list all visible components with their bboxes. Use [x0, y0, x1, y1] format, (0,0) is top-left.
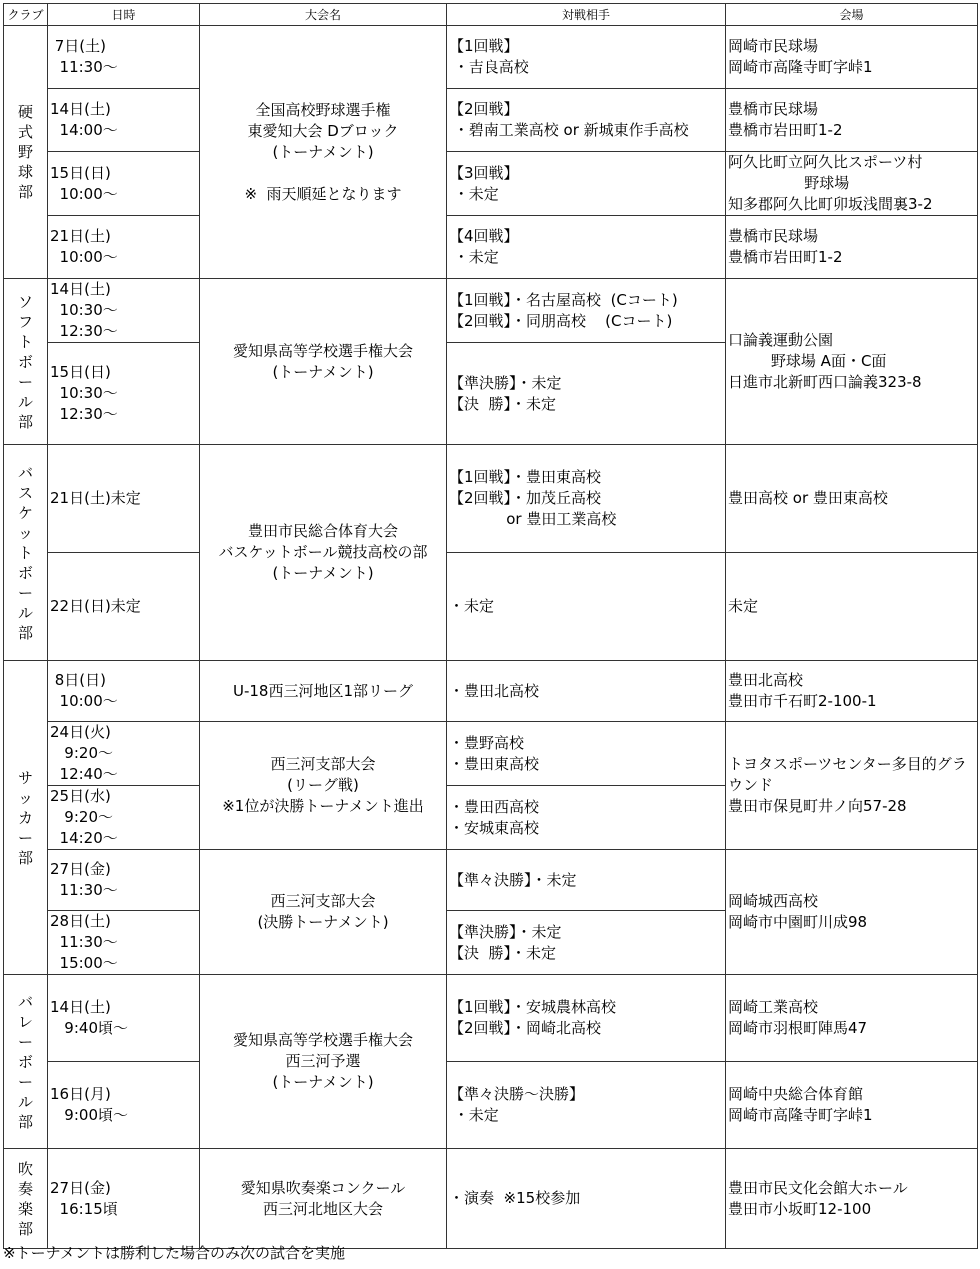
tournament-cell: 西三河支部大会 (リーグ戦) ※1位が決勝トーナメント進出	[200, 722, 447, 850]
table-row	[4, 279, 978, 343]
opponent-cell: 【3回戦】 ・未定	[447, 152, 726, 216]
opponent-cell: ・豊野高校 ・豊田東高校	[447, 722, 726, 786]
datetime-cell: 25日(水) 9:20〜 14:20〜	[48, 786, 200, 850]
club-softball: ソ フ ト ボ ー ル 部	[17, 292, 33, 431]
club-name	[4, 1149, 48, 1249]
datetime-cell: 22日(日)未定	[48, 553, 200, 661]
opponent-cell: 【準々決勝〜決勝】 ・未定	[447, 1062, 726, 1149]
table-row	[4, 661, 978, 722]
table-row	[4, 1062, 978, 1149]
club-name	[4, 975, 48, 1149]
opponent-cell: 【1回戦】・名古屋高校 (Cコート) 【2回戦】・同朋高校 (Cコート)	[447, 279, 726, 343]
opponent-cell: 【準決勝】・未定 【決 勝】・未定	[447, 343, 726, 445]
venue-cell: 岡崎市民球場 岡崎市高隆寺町字峠1	[726, 26, 978, 89]
header-tournament: 大会名	[200, 4, 447, 26]
club-soccer: サ ッ カ ー 部	[17, 768, 33, 867]
venue-cell: 岡崎中央総合体育館 岡崎市高隆寺町字峠1	[726, 1062, 978, 1149]
venue-cell: 口論義運動公園 野球場 A面・C面 日進市北新町西口論義323-8	[726, 279, 978, 445]
opponent-cell: ・豊田西高校 ・安城東高校	[447, 786, 726, 850]
datetime-cell: 14日(土) 10:30〜 12:30〜	[48, 279, 200, 343]
header-row	[4, 4, 978, 26]
opponent-cell: 【4回戦】 ・未定	[447, 216, 726, 279]
datetime-cell: 21日(土)未定	[48, 445, 200, 553]
datetime-cell: 28日(土) 11:30〜 15:00〜	[48, 911, 200, 975]
venue-cell: 豊橋市民球場 豊橋市岩田町1-2	[726, 89, 978, 152]
table-row	[4, 216, 978, 279]
table-row	[4, 553, 978, 661]
table-row	[4, 850, 978, 911]
datetime-cell: 15日(日) 10:30〜 12:30〜	[48, 343, 200, 445]
venue-cell: 未定	[726, 553, 978, 661]
table-row	[4, 975, 978, 1062]
datetime-cell: 8日(日) 10:00〜	[48, 661, 200, 722]
venue-cell: 岡崎城西高校 岡崎市中園町川成98	[726, 850, 978, 975]
table-row	[4, 1149, 978, 1249]
tournament-cell: 西三河支部大会 (決勝トーナメント)	[200, 850, 447, 975]
opponent-cell: 【1回戦】・豊田東高校 【2回戦】・加茂丘高校 or 豊田工業高校	[447, 445, 726, 553]
tournament-cell: 愛知県高等学校選手権大会 (トーナメント)	[200, 279, 447, 445]
venue-cell: 豊田市民文化会館大ホール 豊田市小坂町12-100	[726, 1149, 978, 1249]
club-band: 吹 奏 楽 部	[17, 1159, 33, 1238]
opponent-cell: 【準々決勝】・未定	[447, 850, 726, 911]
header-club: クラブ	[4, 4, 48, 26]
tournament-cell: 愛知県吹奏楽コンクール 西三河北地区大会	[200, 1149, 447, 1249]
venue-cell: 豊橋市民球場 豊橋市岩田町1-2	[726, 216, 978, 279]
tournament-cell: 全国高校野球選手権 東愛知大会 Dブロック (トーナメント) ※ 雨天順延となります	[200, 26, 447, 279]
datetime-cell: 14日(土) 9:40頃〜	[48, 975, 200, 1062]
opponent-cell: 【準決勝】・未定 【決 勝】・未定	[447, 911, 726, 975]
venue-cell: 阿久比町立阿久比スポーツ村 野球場 知多郡阿久比町卯坂浅間裏3-2	[726, 152, 978, 216]
table-row	[4, 26, 978, 89]
opponent-cell: 【1回戦】・安城農林高校 【2回戦】・岡崎北高校	[447, 975, 726, 1062]
datetime-cell: 7日(土) 11:30〜	[48, 26, 200, 89]
footnote: ※トーナメントは勝利した場合のみ次の試合を実施	[3, 1244, 345, 1262]
header-venue: 会場	[726, 4, 978, 26]
opponent-cell: 【1回戦】 ・吉良高校	[447, 26, 726, 89]
tournament-cell: 愛知県高等学校選手権大会 西三河予選 (トーナメント)	[200, 975, 447, 1149]
datetime-cell: 16日(月) 9:00頃〜	[48, 1062, 200, 1149]
table-row	[4, 89, 978, 152]
club-basketball: バ ス ケ ッ ト ボ ー ル 部	[17, 463, 33, 642]
club-volleyball: バ レ ー ボ ー ル 部	[17, 992, 33, 1131]
tournament-cell: 豊田市民総合体育大会 バスケットボール競技高校の部 (トーナメント)	[200, 445, 447, 661]
datetime-cell: 24日(火) 9:20〜 12:40〜	[48, 722, 200, 786]
table-row	[4, 152, 978, 216]
tournament-cell: U-18西三河地区1部リーグ	[200, 661, 447, 722]
opponent-cell: ・未定	[447, 553, 726, 661]
club-name	[4, 445, 48, 661]
opponent-cell: ・豊田北高校	[447, 661, 726, 722]
schedule-table	[3, 3, 978, 1249]
table-row	[4, 445, 978, 553]
venue-cell: 岡崎工業高校 岡崎市羽根町陣馬47	[726, 975, 978, 1062]
table-row	[4, 722, 978, 786]
opponent-cell: 【2回戦】 ・碧南工業高校 or 新城東作手高校	[447, 89, 726, 152]
datetime-cell: 27日(金) 11:30〜	[48, 850, 200, 911]
header-datetime: 日時	[48, 4, 200, 26]
venue-cell: 豊田高校 or 豊田東高校	[726, 445, 978, 553]
datetime-cell: 27日(金) 16:15頃	[48, 1149, 200, 1249]
club-baseball: 硬 式 野 球 部	[17, 103, 33, 201]
datetime-cell: 14日(土) 14:00〜	[48, 89, 200, 152]
club-name	[4, 661, 48, 975]
venue-cell: トヨタスポーツセンター多目的グラ ウンド 豊田市保見町井ノ向57-28	[726, 722, 978, 850]
header-opponent: 対戦相手	[447, 4, 726, 26]
club-name	[4, 279, 48, 445]
club-name	[4, 26, 48, 279]
venue-cell: 豊田北高校 豊田市千石町2-100-1	[726, 661, 978, 722]
datetime-cell: 21日(土) 10:00〜	[48, 216, 200, 279]
opponent-cell: ・演奏 ※15校参加	[447, 1149, 726, 1249]
datetime-cell: 15日(日) 10:00〜	[48, 152, 200, 216]
